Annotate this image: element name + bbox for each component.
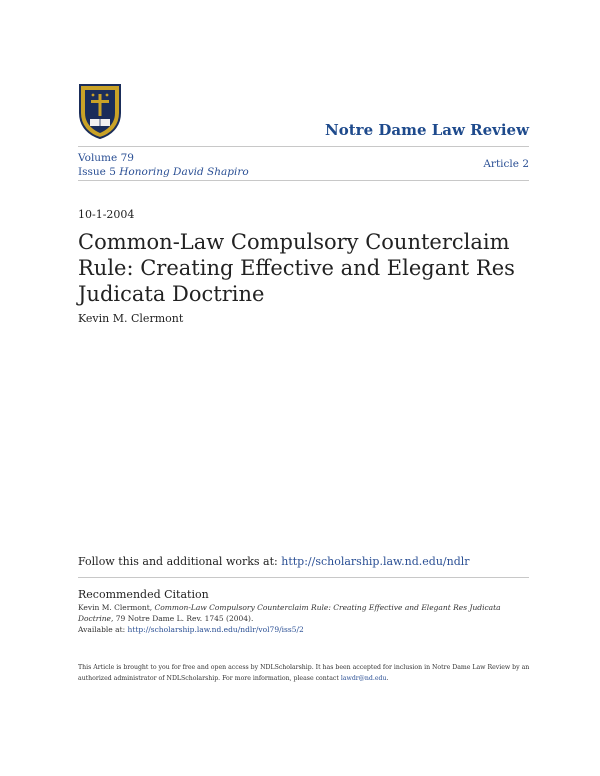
contact-email-link[interactable]: lawdr@nd.edu	[340, 675, 387, 682]
citation-author: Kevin M. Clermont,	[78, 603, 153, 612]
access-notice	[78, 662, 538, 684]
citation-source: , 79 Notre Dame L. Rev. 1745 (2004).	[111, 614, 254, 623]
shield-icon	[78, 83, 122, 139]
notre-dame-shield-logo	[78, 83, 122, 139]
volume-link[interactable]: Volume 79	[78, 152, 134, 164]
author-name: Kevin M. Clermont	[78, 312, 184, 325]
available-label: Available at:	[78, 625, 126, 634]
access-notice-text: This Article is brought to you for free and open access by NDLScholarship. It has been accepted for inclusion in Notre Dame Law Review by an authorized administrator of NDLScholarship. For more information, please contact	[78, 664, 530, 682]
divider-top	[78, 146, 529, 147]
journal-name[interactable]: Notre Dame Law Review	[325, 121, 529, 139]
divider-citation	[78, 577, 529, 578]
follow-url-link[interactable]: http://scholarship.law.nd.edu/ndlr	[281, 555, 470, 568]
issue-title: Honoring David Shapiro	[119, 166, 249, 178]
issue-number: Issue 5	[78, 166, 116, 178]
access-notice-end: .	[386, 675, 389, 682]
available-url-link[interactable]: http://scholarship.law.nd.edu/ndlr/vol79/iss5/2	[127, 625, 304, 634]
issue-link[interactable]	[78, 165, 249, 179]
article-title: Common-Law Compulsory Counterclaim Rule: Creating Effective and Elegant Res Judicata Doctrine	[78, 230, 515, 306]
publication-date: 10-1-2004	[78, 208, 135, 221]
article-number-link[interactable]: Article 2	[483, 158, 529, 170]
recommended-citation-heading: Recommended Citation	[78, 588, 209, 601]
citation-title: Common-Law Compulsory Counterclaim Rule: Creating Effective and Elegant Res Judicata Doctrine	[78, 603, 501, 623]
citation-text	[78, 602, 528, 635]
divider-bottom	[78, 180, 529, 181]
follow-line	[78, 555, 470, 568]
follow-label: Follow this and additional works at:	[78, 555, 278, 568]
